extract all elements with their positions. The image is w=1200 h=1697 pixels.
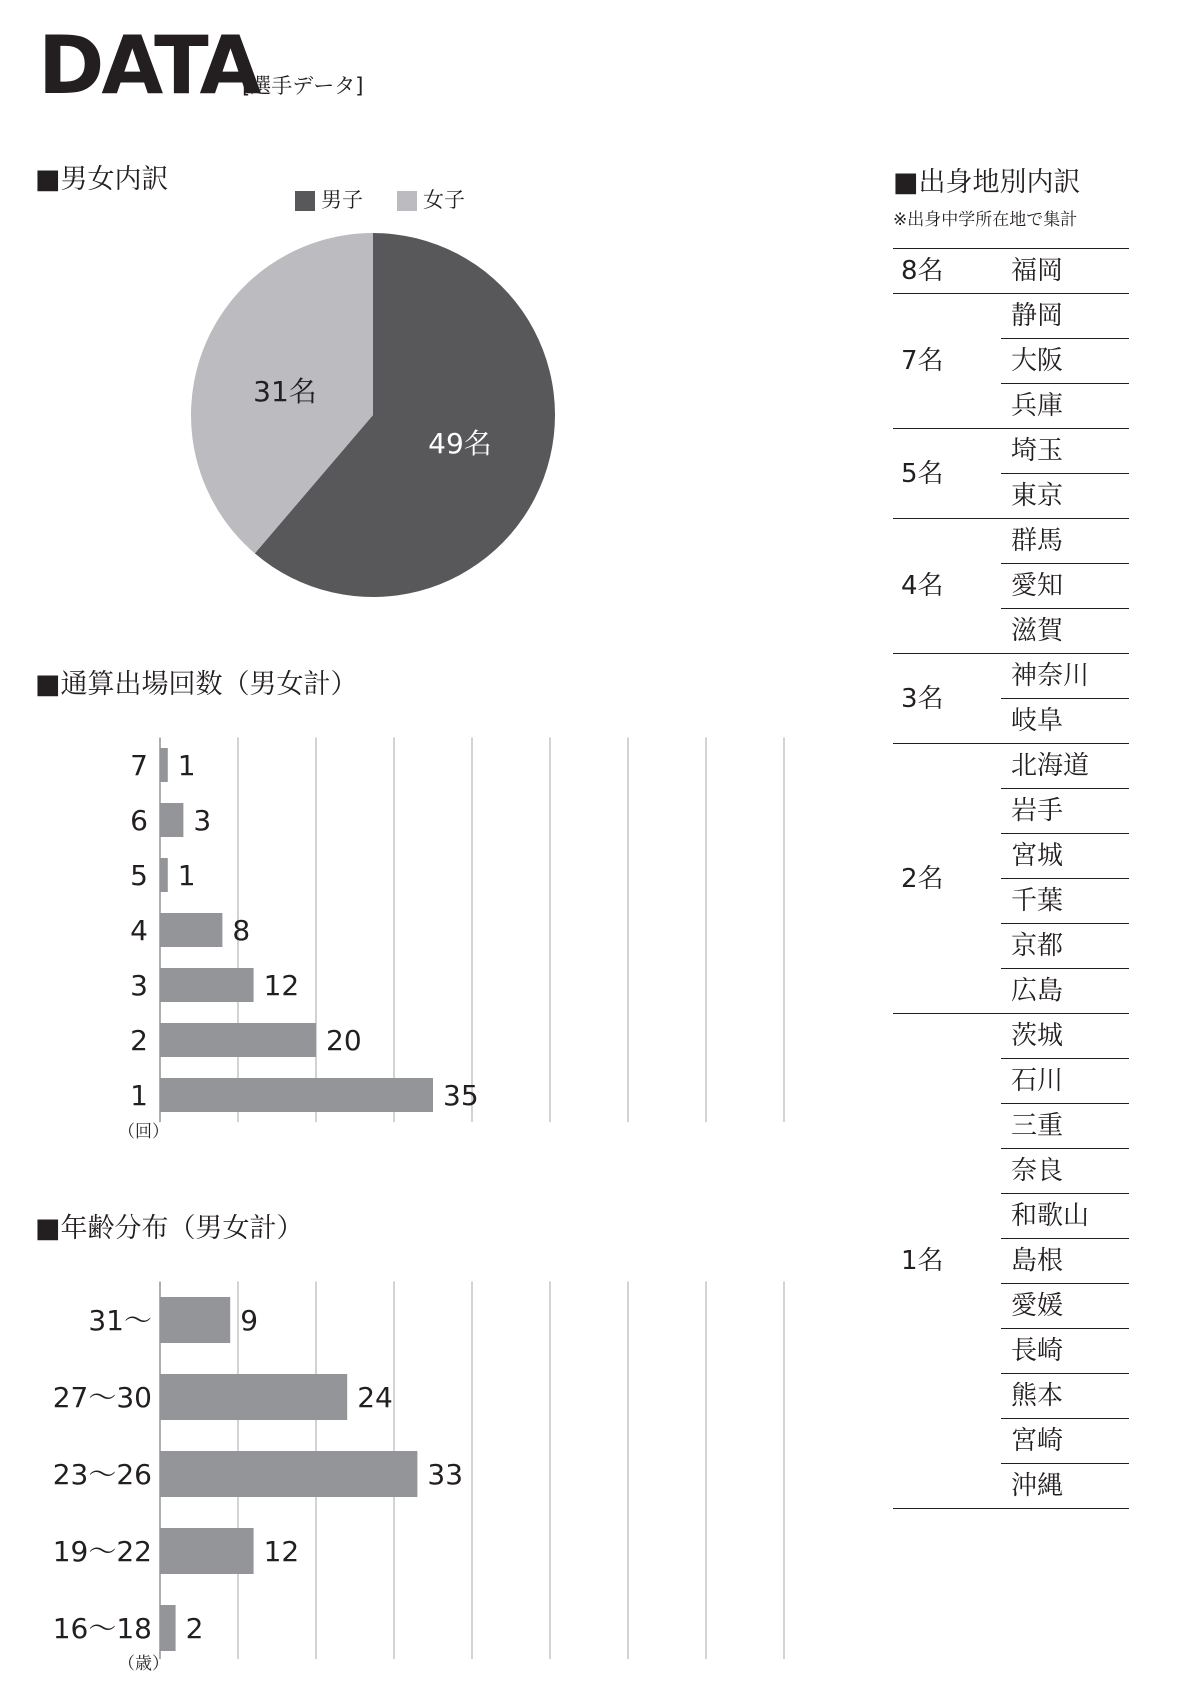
appearances-bar-chart <box>0 725 800 1135</box>
bar <box>160 803 183 837</box>
region-prefecture: 埼玉 <box>1001 429 1129 474</box>
region-prefecture: 愛知 <box>1001 564 1129 609</box>
region-heading: ■出身地別内訳 <box>893 167 1081 198</box>
value-label: 3 <box>193 804 212 837</box>
region-row <box>893 654 1129 699</box>
category-label: 1 <box>130 1079 148 1112</box>
value-label: 33 <box>427 1458 464 1491</box>
value-label: 1 <box>177 859 196 892</box>
region-prefecture: 京都 <box>1001 924 1129 969</box>
region-prefecture: 滋賀 <box>1001 609 1129 654</box>
bar <box>160 1528 254 1574</box>
value-label: 9 <box>240 1304 259 1337</box>
region-prefecture: 愛媛 <box>1001 1284 1129 1329</box>
category-label: 6 <box>130 804 148 837</box>
region-prefecture: 奈良 <box>1001 1149 1129 1194</box>
region-prefecture: 兵庫 <box>1001 384 1129 429</box>
value-label: 8 <box>232 914 251 947</box>
region-prefecture: 沖縄 <box>1001 1464 1129 1509</box>
region-prefecture: 和歌山 <box>1001 1194 1129 1239</box>
region-prefecture: 福岡 <box>1001 249 1129 294</box>
region-prefecture: 島根 <box>1001 1239 1129 1284</box>
category-label: 19～22 <box>52 1535 152 1568</box>
region-prefecture: 神奈川 <box>1001 654 1129 699</box>
region-row <box>893 249 1129 294</box>
category-label: 5 <box>130 859 148 892</box>
region-count: 8名 <box>893 249 1001 294</box>
appearances-unit-label: （回） <box>118 1122 169 1142</box>
category-label: 4 <box>130 914 148 947</box>
pie-label-female: 31名 <box>253 375 317 408</box>
value-label: 12 <box>263 969 300 1002</box>
category-label: 7 <box>130 749 148 782</box>
region-prefecture: 宮城 <box>1001 834 1129 879</box>
region-row <box>893 744 1129 789</box>
region-prefecture: 三重 <box>1001 1104 1129 1149</box>
value-label: 20 <box>326 1024 362 1057</box>
value-label: 24 <box>357 1381 393 1414</box>
region-count: 3名 <box>893 654 1001 744</box>
category-label: 31～ <box>88 1304 152 1337</box>
bar <box>160 1078 433 1112</box>
appearances-heading: ■通算出場回数（男女計） <box>35 669 358 700</box>
legend-female <box>397 190 465 211</box>
bar <box>160 858 168 892</box>
region-count: 5名 <box>893 429 1001 519</box>
value-label: 12 <box>263 1535 300 1568</box>
region-count: 2名 <box>893 744 1001 1014</box>
region-count: 1名 <box>893 1014 1001 1509</box>
gender-heading: ■男女内訳 <box>35 164 169 195</box>
bar <box>160 1374 347 1420</box>
region-row <box>893 519 1129 564</box>
region-prefecture: 岩手 <box>1001 789 1129 834</box>
region-prefecture: 宮崎 <box>1001 1419 1129 1464</box>
page-subtitle: [選手データ] <box>242 74 364 98</box>
region-prefecture: 岐阜 <box>1001 699 1129 744</box>
bar <box>160 968 254 1002</box>
value-label: 1 <box>177 749 196 782</box>
region-prefecture: 東京 <box>1001 474 1129 519</box>
legend-male-swatch <box>295 191 315 211</box>
legend-female-label: 女子 <box>423 188 465 212</box>
value-label: 35 <box>443 1079 479 1112</box>
category-label: 23～26 <box>52 1458 152 1491</box>
category-label: 3 <box>130 969 148 1002</box>
legend-male <box>295 190 363 211</box>
bar <box>160 913 222 947</box>
region-row <box>893 1014 1129 1059</box>
bar <box>160 1605 176 1651</box>
value-label: 2 <box>185 1612 204 1645</box>
page-title: DATA <box>38 19 259 112</box>
region-count: 4名 <box>893 519 1001 654</box>
region-prefecture: 北海道 <box>1001 744 1129 789</box>
region-prefecture: 石川 <box>1001 1059 1129 1104</box>
region-row <box>893 294 1129 339</box>
bar <box>160 1023 316 1057</box>
category-label: 2 <box>130 1024 148 1057</box>
gender-pie-chart <box>170 225 570 615</box>
legend-male-label: 男子 <box>321 188 363 212</box>
region-note: ※出身中学所在地で集計 <box>893 210 1078 230</box>
age-heading: ■年齢分布（男女計） <box>35 1213 304 1244</box>
category-label: 27～30 <box>52 1381 152 1414</box>
region-prefecture: 静岡 <box>1001 294 1129 339</box>
region-prefecture: 長崎 <box>1001 1329 1129 1374</box>
bar <box>160 1297 230 1343</box>
region-prefecture: 茨城 <box>1001 1014 1129 1059</box>
pie-label-male: 49名 <box>428 427 492 460</box>
bar <box>160 748 168 782</box>
region-prefecture: 千葉 <box>1001 879 1129 924</box>
region-prefecture: 広島 <box>1001 969 1129 1014</box>
region-prefecture: 大阪 <box>1001 339 1129 384</box>
category-label: 16～18 <box>52 1612 152 1645</box>
region-prefecture: 群馬 <box>1001 519 1129 564</box>
region-row <box>893 429 1129 474</box>
bar <box>160 1451 417 1497</box>
legend-female-swatch <box>397 191 417 211</box>
region-prefecture: 熊本 <box>1001 1374 1129 1419</box>
age-unit-label: （歳） <box>118 1654 169 1674</box>
region-count: 7名 <box>893 294 1001 429</box>
age-bar-chart <box>0 1270 800 1670</box>
region-table <box>893 248 1129 1509</box>
